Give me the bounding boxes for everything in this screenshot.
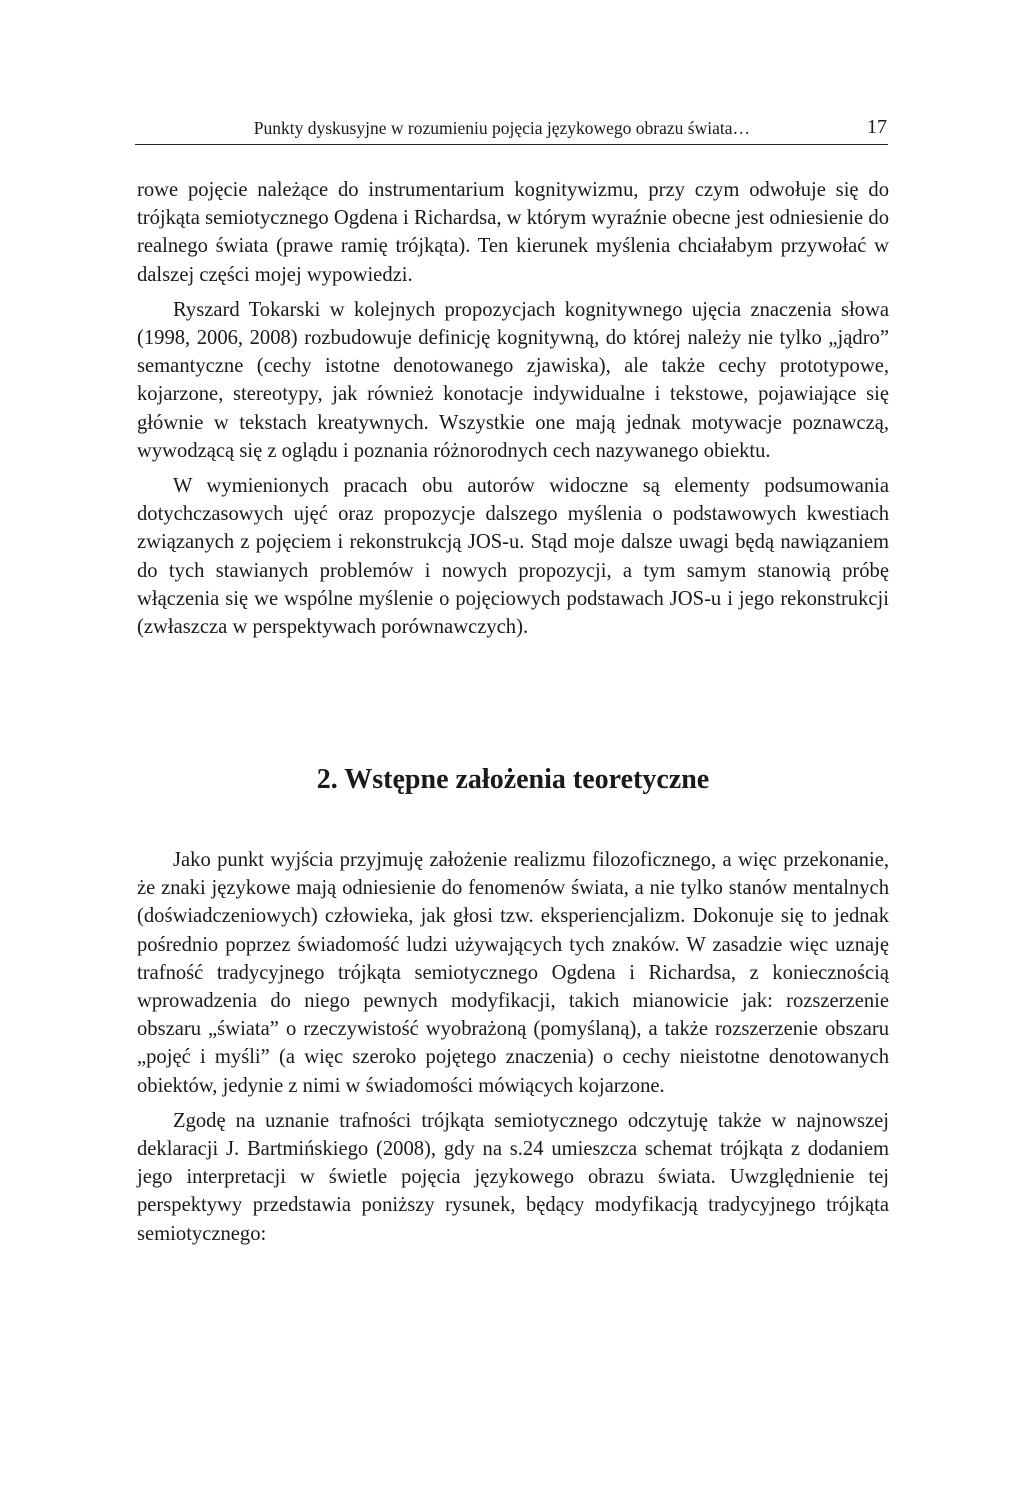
paragraph-triangle: Zgodę na uznanie trafności trójkąta semiotycznego odczytuję także w najnowszej deklaracji J. Bartmińskiego (2008), gdy na s.24 umieszcza schemat trójkąta z dodaniem jego interpretacji w świetle pojęcia językowego obrazu świata. Uwzględnienie tej perspektywy przedstawia poniższy rysunek, będący modyfikacją tradycyjnego trójkąta semiotycznego: (137, 1109, 889, 1245)
paragraph-continued: rowe pojęcie należące do instrumentarium kognitywizmu, przy czym odwołuje się do trójkąta semiotycznego Ogdena i Richardsa, w którym wyraźnie obecne jest odniesienie do realnego świata (prawe ramię trójkąta). Ten kierunek myślenia chciałabym przywołać w dalszej części mojej wypowiedzi. (137, 179, 889, 286)
paragraph-summary: W wymienionych pracach obu autorów widoczne są elementy podsumowania dotychczasowych ujęć oraz propozycje dalszego myślenia o podstawowych kwestiach związanych z pojęciem i rekonstrukcją JOS-u. Stąd moje dalsze uwagi będą nawiązaniem do tych stawianych problemów i nowych propozycji, a tym samym stanowią próbę włączenia się we wspólne myślenie o pojęciowych podstawach JOS-u i jego rekonstrukcji (zwłaszcza w perspektywach porównawczych). (137, 475, 889, 639)
page-number: 17 (867, 116, 887, 138)
section-1-body (137, 176, 889, 641)
section-2-body (137, 846, 889, 1248)
paragraph-realism: Jako punkt wyjścia przyjmuję założenie realizmu filozoficznego, a więc przekonanie, że znaki językowe mają odniesienie do fenomenów świata, a nie tylko stanów mentalnych (doświadczeniowych) człowieka, jak głosi tzw. eksperiencjalizm. Dokonuje się to jednak pośrednio poprzez świadomość ludzi używających tych znaków. W zasadzie więc uznaję trafność tradycyjnego trójkąta semiotycznego Ogdena i Richardsa, z koniecznością wprowadzenia do niego pewnych modyfikacji, takich mianowicie jak: rozszerzenie obszaru „świata” o rzeczywistość wyobrażoną (pomyślaną), a także rozszerzenie obszaru „pojęć i myśli” (a więc szeroko pojętego znaczenia) o cechy nieistotne denotowanych obiektów, jedynie z nimi w świadomości mówiących kojarzone. (137, 849, 889, 1097)
running-header (135, 116, 888, 145)
paragraph-tokarski: Ryszard Tokarski w kolejnych propozycjach kognitywnego ujęcia znaczenia słowa (1998, 2006, 2008) rozbudowuje definicję kognitywną, do której należy nie tylko „jądro” semantyczne (cechy istotne denotowanego zjawiska), ale także cechy prototypowe, kojarzone, stereotypy, jak również konotacje indywidualne i tekstowe, pojawiające się głównie w tekstach kreatywnych. Wszystkie one mają jednak motywacje poznawczą, wywodzącą się z oglądu i poznania różnorodnych cech nazywanego obiektu. (137, 298, 889, 462)
section-heading: 2. Wstępne założenia teoretyczne (316, 764, 710, 795)
running-title: Punkty dyskusyjne w rozumieniu pojęcia językowego obrazu świata… (253, 118, 750, 138)
